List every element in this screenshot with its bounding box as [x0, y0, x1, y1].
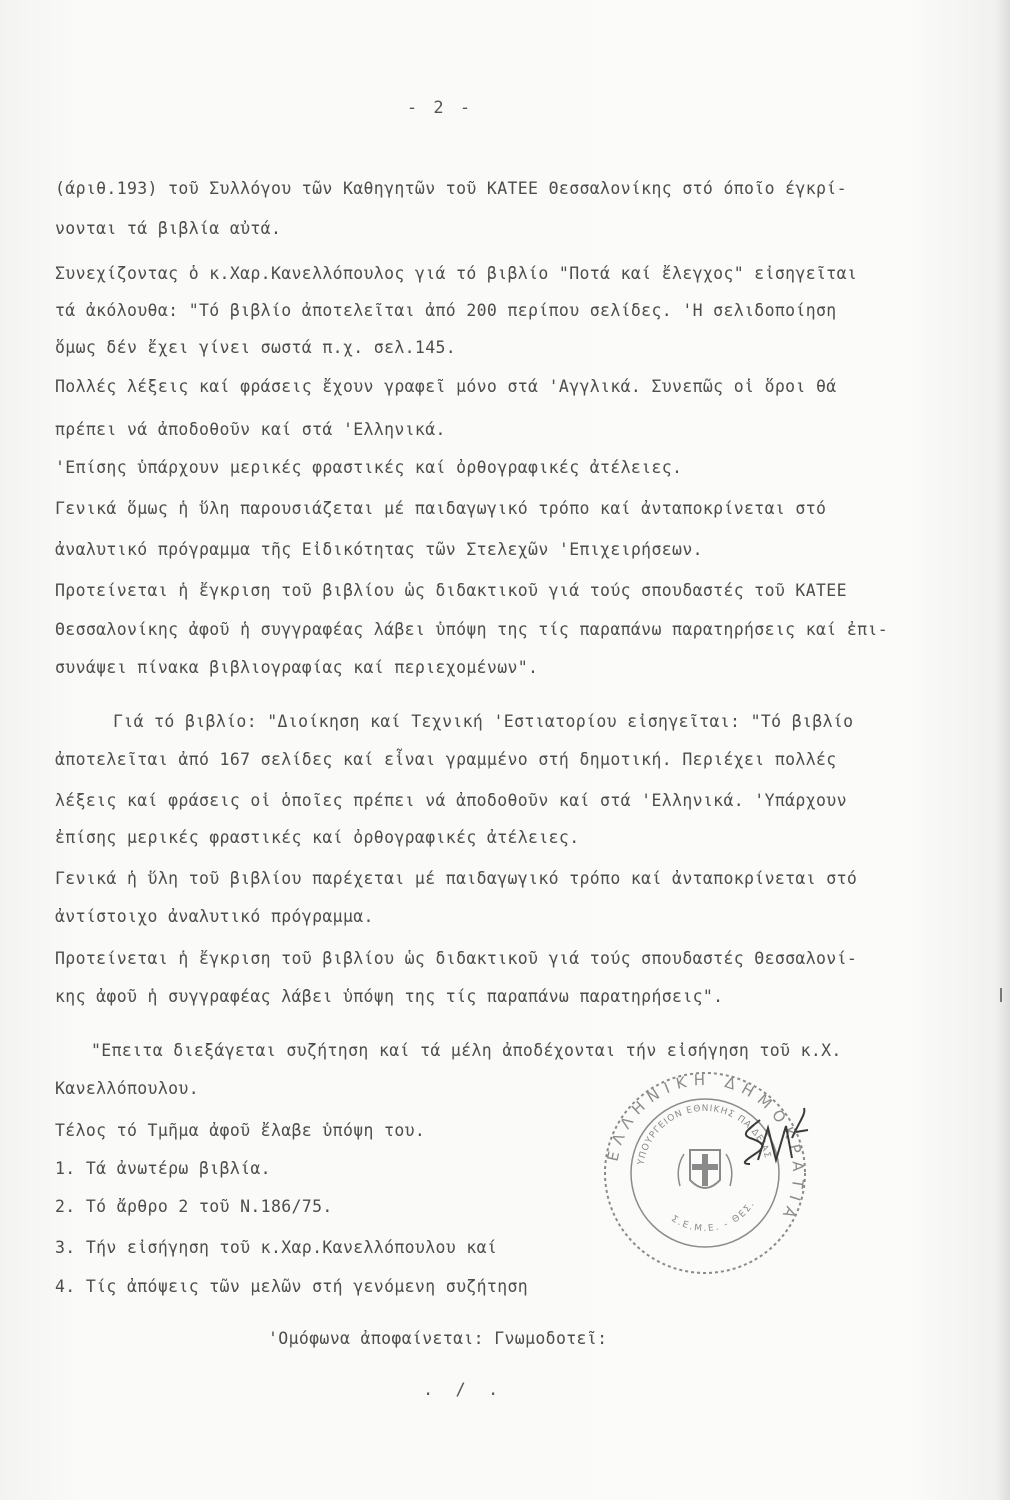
- seal-bottom-text: Σ.Ε.Μ.Ε. - ΘΕΣ.: [669, 1198, 758, 1235]
- text-line: Κανελλόπουλου.: [55, 1079, 199, 1098]
- decision-line: 'Ομόφωνα ἀποφαίνεται: Γνωμοδοτεῖ:: [268, 1329, 608, 1348]
- page-number: - 2 -: [406, 98, 474, 118]
- list-item: 4. Τίς ἀπόψεις τῶν μελῶν στή γενόμενη συζήτηση: [55, 1277, 529, 1296]
- list-item: 2. Τό ἄρθρο 2 τοῦ Ν.186/75.: [55, 1197, 333, 1216]
- text-line: Προτείνεται ἡ ἔγκριση τοῦ βιβλίου ὡς διδακτικοῦ γιά τούς σπουδαστές Θεσσαλονί-: [55, 949, 858, 968]
- list-item: 3. Τήν εἰσήγηση τοῦ κ.Χαρ.Κανελλόπουλου καί: [55, 1238, 498, 1257]
- text-line: τά ἀκόλουθα: "Τό βιβλίο ἀποτελεῖται ἀπό 200 περίπου σελίδες. 'Η σελιδοποίηση: [55, 301, 837, 320]
- text-line: 'Επίσης ὑπάρχουν μερικές φραστικές καί ὀρθογραφικές ἀτέλειες.: [55, 458, 683, 477]
- text-line: Τέλος τό Τμῆμα ἀφοῦ ἔλαβε ὑπόψη του.: [55, 1121, 426, 1140]
- text-line: Γενικά ὅμως ἡ ὕλη παρουσιάζεται μέ παιδαγωγικό τρόπο καί ἀνταποκρίνεται στό: [55, 499, 827, 518]
- text-line: πρέπει νά ἀποδοθοῦν καί στά 'Ελληνικά.: [55, 420, 446, 439]
- text-line: ὅμως δέν ἔχει γίνει σωστά π.χ. σελ.145.: [55, 338, 457, 357]
- official-seal-icon: [600, 1068, 810, 1278]
- text-line: νονται τά βιβλία αὐτά.: [55, 219, 282, 238]
- text-line: ἐπίσης μερικές φραστικές καί ὀρθογραφικές ἀτέλειες.: [55, 828, 580, 847]
- seal-outer-text: ΕΛΛΗΝΙΚΗ ΔΗΜΟΚΡΑΤΙΑ: [603, 1070, 808, 1228]
- text-line: λέξεις καί φράσεις οἱ ὁποῖες πρέπει νά ἀποδοθοῦν καί στά 'Ελληνικά. 'Υπάρχουν: [55, 791, 847, 810]
- margin-mark: [1000, 988, 1002, 1002]
- continuation-mark: . / .: [423, 1380, 505, 1400]
- text-line: ἀποτελεῖται ἀπό 167 σελίδες καί εἶναι γραμμένο στή δημοτική. Περιέχει πολλές: [55, 750, 837, 769]
- text-line: Συνεχίζοντας ὁ κ.Χαρ.Κανελλόπουλος γιά τό βιβλίο "Ποτά καί ἔλεγχος" εἰσηγεῖται: [55, 264, 858, 283]
- text-line: (άριθ.193) τοῦ Συλλόγου τῶν Καθηγητῶν τοῦ ΚΑΤΕΕ Θεσσαλονίκης στό όποῖο έγκρί-: [55, 179, 847, 198]
- list-item: 1. Τά ἀνωτέρω βιβλία.: [55, 1159, 271, 1178]
- text-line: συνάψει πίνακα βιβλιογραφίας καί περιεχομένων".: [55, 658, 539, 677]
- text-line: Πολλές λέξεις καί φράσεις ἔχουν γραφεῖ μόνο στά 'Αγγλικά. Συνεπῶς οἱ ὅροι θά: [55, 377, 837, 396]
- text-line: Προτείνεται ἡ ἔγκριση τοῦ βιβλίου ὡς διδακτικοῦ γιά τούς σπουδαστές τοῦ ΚΑΤΕΕ: [55, 581, 847, 600]
- text-line: κης ἀφοῦ ἡ συγγραφέας λάβει ὑπόψη της τίς παραπάνω παρατηρήσεις".: [55, 987, 724, 1006]
- text-line: ἀναλυτικό πρόγραμμα τῆς Εἰδικότητας τῶν Στελεχῶν 'Επιχειρήσεων.: [55, 540, 703, 559]
- page-edge-shadow: [996, 0, 1010, 1500]
- text-line: "Επειτα διεξάγεται συζήτηση καί τά μέλη ἀποδέχονται τήν εἰσήγηση τοῦ κ.Χ.: [91, 1041, 842, 1060]
- text-line: Γενικά ἡ ὕλη τοῦ βιβλίου παρέχεται μέ παιδαγωγικό τρόπο καί ἀνταποκρίνεται στό: [55, 869, 858, 888]
- seal-inner-text: ΥΠΟΥΡΓΕΙΟΝ ΕΘΝΙΚΗΣ ΠΑΙΔΕΙΑΣ: [636, 1103, 773, 1166]
- text-line: ἀντίστοιχο ἀναλυτικό πρόγραμμα.: [55, 907, 374, 926]
- coat-of-arms-icon: [678, 1150, 732, 1188]
- text-line: Θεσσαλονίκης ἀφοῦ ἡ συγγραφέας λάβει ὑπόψη της τίς παραπάνω παρατηρήσεις καί ἐπι-: [55, 620, 888, 639]
- text-line: Γιά τό βιβλίο: "Διοίκηση καί Τεχνική 'Εστιατορίου εἰσηγεῖται: "Τό βιβλίο: [113, 712, 854, 731]
